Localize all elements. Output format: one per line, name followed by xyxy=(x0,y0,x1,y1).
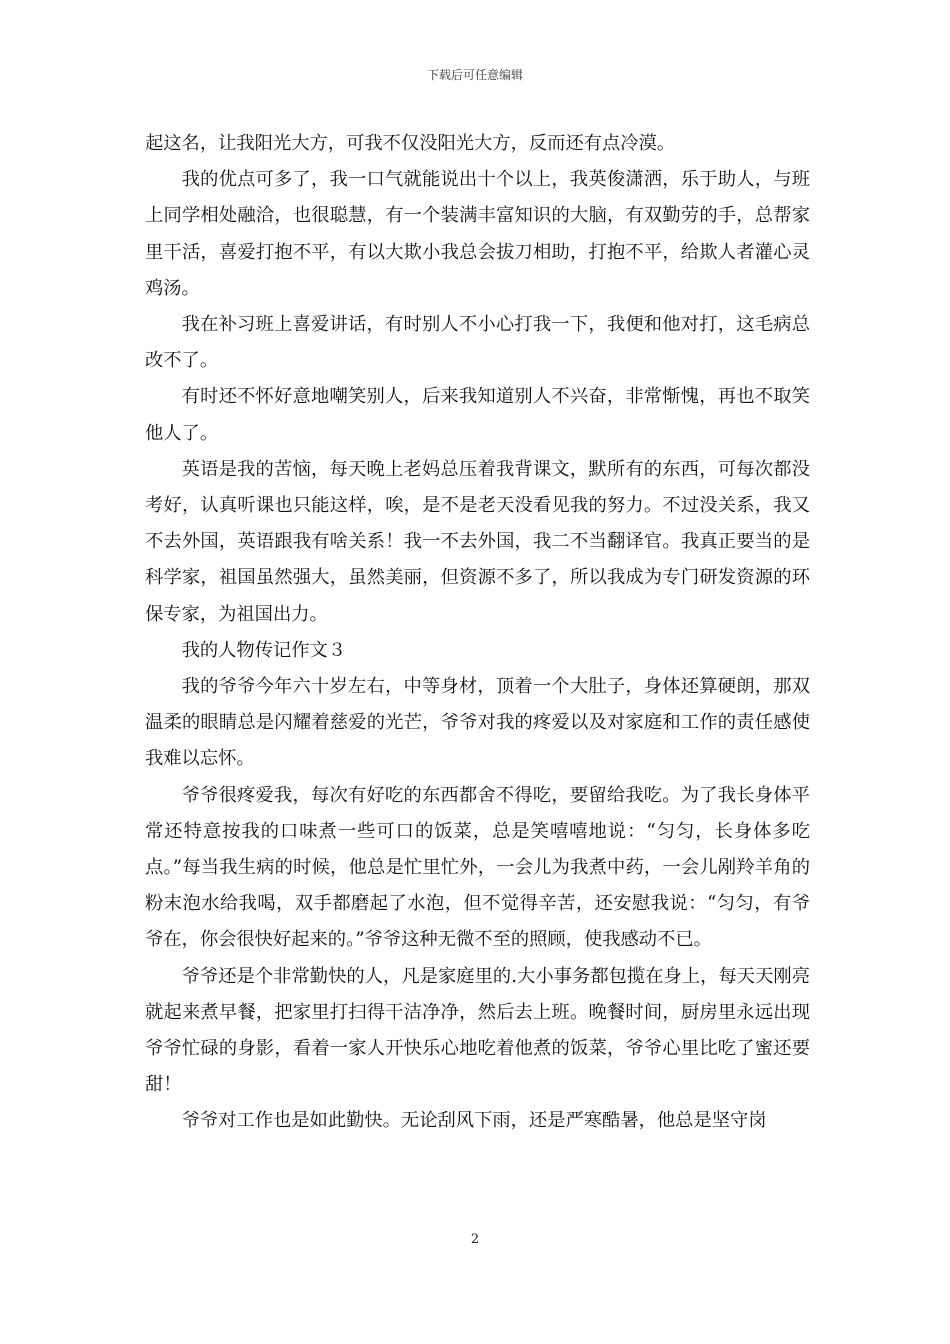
paragraph: 有时还不怀好意地嘲笑别人，后来我知道别人不兴奋，非常惭愧，再也不取笑他人了。 xyxy=(145,386,810,444)
page-number: 2 xyxy=(470,1232,480,1247)
paragraph: 我在补习班上喜爱讲话，有时别人不小心打我一下，我便和他对打，这毛病总改不了。 xyxy=(145,314,810,372)
section-title: 我的人物传记作文３ xyxy=(181,639,347,661)
paragraph: 起这名，让我阳光大方，可我不仅没阳光大方，反而还有点冷漠。 xyxy=(145,133,676,154)
document-body xyxy=(145,126,810,1140)
paragraph: 爷爷还是个非常勤快的人，凡是家庭里的.大小事务都包揽在身上，每天天刚亮就起来煮早餐，把家里打扫得干洁净净，然后去上班。晚餐时间，厨房里永远出现爷爷忙碌的身影，看着一家人开快乐心地吃着他煮的饭菜，爷爷心里比吃了蜜还要甜！ xyxy=(145,965,810,1096)
paragraph: 爷爷很疼爱我，每次有好吃的东西都舍不得吃，要留给我吃。为了我长身体平常还特意按我的口味煮一些可口的饭菜，总是笑嘻嘻地说：“匀匀，长身体多吃点。”每当我生病的时候，他总是忙里忙外，一会儿为我煮中药，一会儿剐羚羊角的粉末泡水给我喝，双手都磨起了水泡，但不觉得辛苦，还安慰我说：“匀匀，有爷爷在，你会很快好起来的。”爷爷这种无微不至的照顾，使我感动不已。 xyxy=(145,784,810,951)
page-header: 下载后可任意编辑 xyxy=(426,68,523,82)
paragraph: 爷爷对工作也是如此勤快。无论刮风下雨，还是严寒酷暑，他总是坚守岗 xyxy=(181,1110,767,1132)
paragraph: 我的优点可多了，我一口气就能说出十个以上，我英俊潇洒，乐于助人，与班上同学相处融洽，也很聪慧，有一个装满丰富知识的大脑，有双勤劳的手，总帮家里干活，喜爱打抱不平，有以大欺小我总会拔刀相助，打抱不平，给欺人者灌心灵鸡汤。 xyxy=(145,169,810,299)
paragraph: 英语是我的苦恼，每天晚上老妈总压着我背课文，默所有的东西，可每次都没考好，认真听课也只能这样，唉，是不是老天没看见我的努力。不过没关系，我又不去外国，英语跟我有啥关系！我一不去外国，我二不当翻译官。我真正要当的是科学家，祖国虽然强大，虽然美丽，但资源不多了，所以我成为专门研发资源的环保专家，为祖国出力。 xyxy=(145,458,810,625)
paragraph: 我的爷爷今年六十岁左右，中等身材，顶着一个大肚子，身体还算硬朗，那双温柔的眼睛总是闪耀着慈爱的光芒，爷爷对我的疼爱以及对家庭和工作的责任感使我难以忘怀。 xyxy=(145,676,810,770)
